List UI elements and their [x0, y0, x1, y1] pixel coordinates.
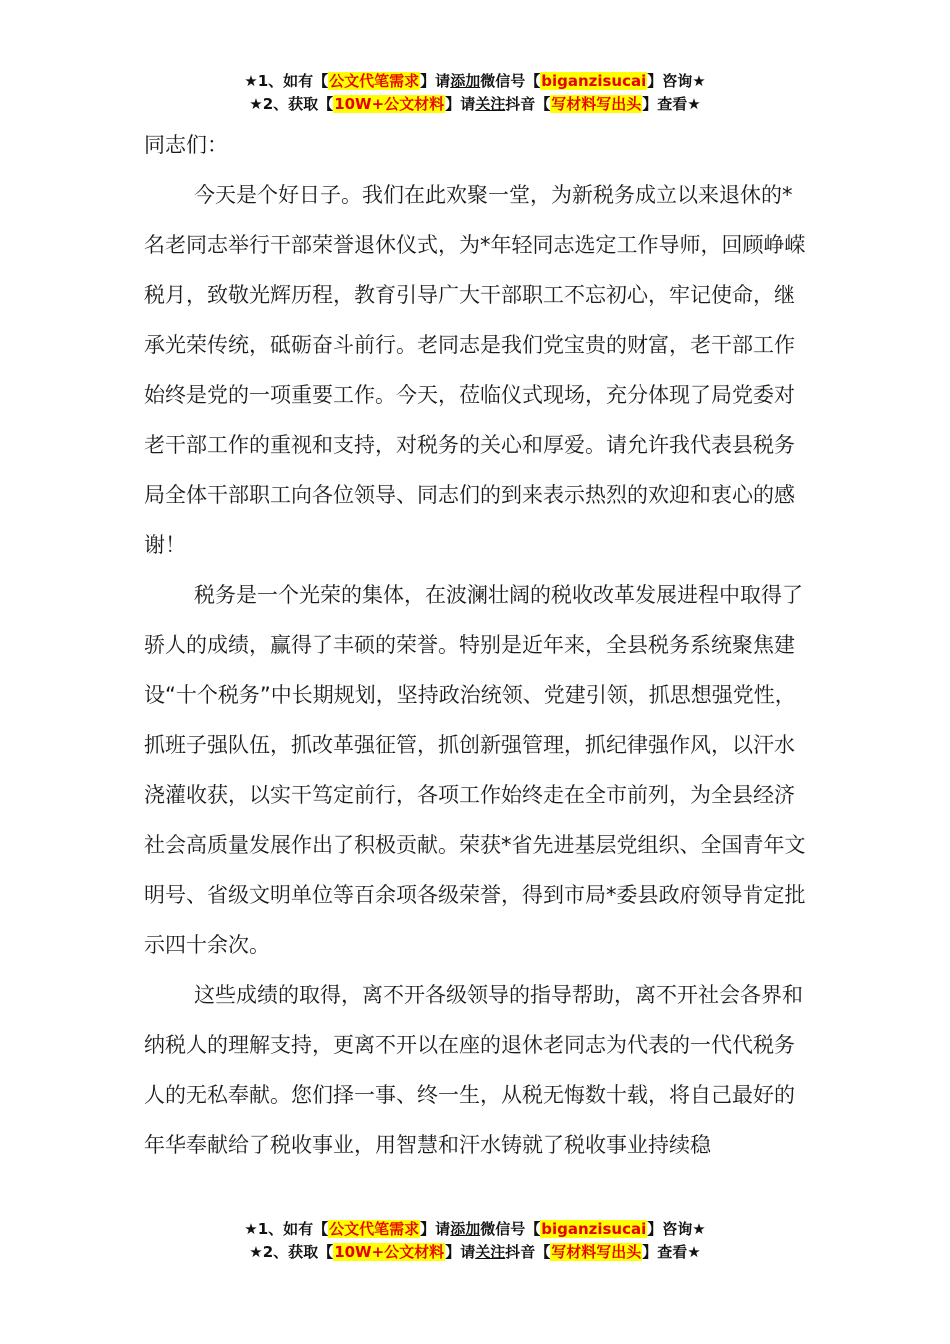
salutation: 同志们：	[144, 133, 228, 157]
banner-text: ★2、获取【	[249, 1243, 334, 1261]
banner-emphasis: 添加	[450, 1220, 481, 1238]
banner-line-2	[0, 93, 950, 116]
banner-text: 】请	[420, 1220, 451, 1238]
banner-highlight-service: 公文代笔需求	[329, 1220, 420, 1238]
paragraph-2: 税务是一个光荣的集体，在波澜壮阔的税收改革发展进程中取得了骄人的成绩，赢得了丰硕的荣誉。特别是近年来，全县税务系统聚焦建设“十个税务”中长期规划，坚持政治统领、党建引领，抓思想强党性，抓班子强队伍，抓改革强征管，抓创新强管理，抓纪律强作风，以汗水浇灌收获，以实干笃定前行，各项工作始终走在全市前列，为全县经济社会高质量发展作出了积极贡献。荣获*省先进基层党组织、全国青年文明号、省级文明单位等百余项各级荣誉，得到市局*委县政府领导肯定批示四十余次。	[144, 583, 806, 957]
paragraph-1: 今天是个好日子。我们在此欢聚一堂，为新税务成立以来退休的*名老同志举行干部荣誉退休仪式，为*年轻同志选定工作导师，回顾峥嵘税月，致敬光辉历程，教育引导广大干部职工不忘初心，牢记使命，继承光荣传统，砥砺奋斗前行。老同志是我们党宝贵的财富，老干部工作始终是党的一项重要工作。今天，莅临仪式现场，充分体现了局党委对老干部工作的重视和支持，对税务的关心和厚爱。请允许我代表县税务局全体干部职工向各位领导、同志们的到来表示热烈的欢迎和衷心的感谢！	[144, 183, 806, 557]
banner-highlight-materials: 10W+公文材料	[334, 95, 445, 113]
banner-text: 】请	[445, 1243, 476, 1261]
banner-line-1	[0, 70, 950, 93]
banner-emphasis: 关注	[475, 95, 506, 113]
banner-text: 】查看★	[642, 1243, 701, 1261]
footer-banner	[0, 1218, 950, 1264]
banner-text: ★2、获取【	[249, 95, 334, 113]
banner-text: 】请	[420, 72, 451, 90]
banner-highlight-wechat-id: biganzisucai	[541, 1220, 647, 1238]
banner-text: 微信号【	[480, 1220, 541, 1238]
document-body	[144, 120, 809, 1170]
banner-text: ★1、如有【	[244, 1220, 329, 1238]
banner-text: 】咨询★	[647, 72, 706, 90]
paragraph-3: 这些成绩的取得，离不开各级领导的指导帮助，离不开社会各界和纳税人的理解支持，更离不开以在座的退休老同志为代表的一代代税务人的无私奉献。您们择一事、终一生，从税无悔数十载，将自己最好的年华奉献给了税收事业，用智慧和汗水铸就了税收事业持续稳	[144, 983, 803, 1157]
banner-emphasis: 关注	[475, 1243, 506, 1261]
banner-text: 】咨询★	[647, 1220, 706, 1238]
banner-line-2	[0, 1241, 950, 1264]
banner-text: 】查看★	[642, 95, 701, 113]
banner-highlight-service: 公文代笔需求	[329, 72, 420, 90]
banner-highlight-wechat-id: biganzisucai	[541, 72, 647, 90]
header-banner	[0, 70, 950, 116]
banner-emphasis: 添加	[450, 72, 481, 90]
banner-text: ★1、如有【	[244, 72, 329, 90]
banner-text: 】请	[445, 95, 476, 113]
banner-highlight-materials: 10W+公文材料	[334, 1243, 445, 1261]
banner-highlight-douyin: 写材料写出头	[551, 95, 642, 113]
banner-highlight-douyin: 写材料写出头	[551, 1243, 642, 1261]
banner-text: 微信号【	[480, 72, 541, 90]
banner-line-1	[0, 1218, 950, 1241]
banner-text: 抖音【	[505, 1243, 551, 1261]
banner-text: 抖音【	[505, 95, 551, 113]
